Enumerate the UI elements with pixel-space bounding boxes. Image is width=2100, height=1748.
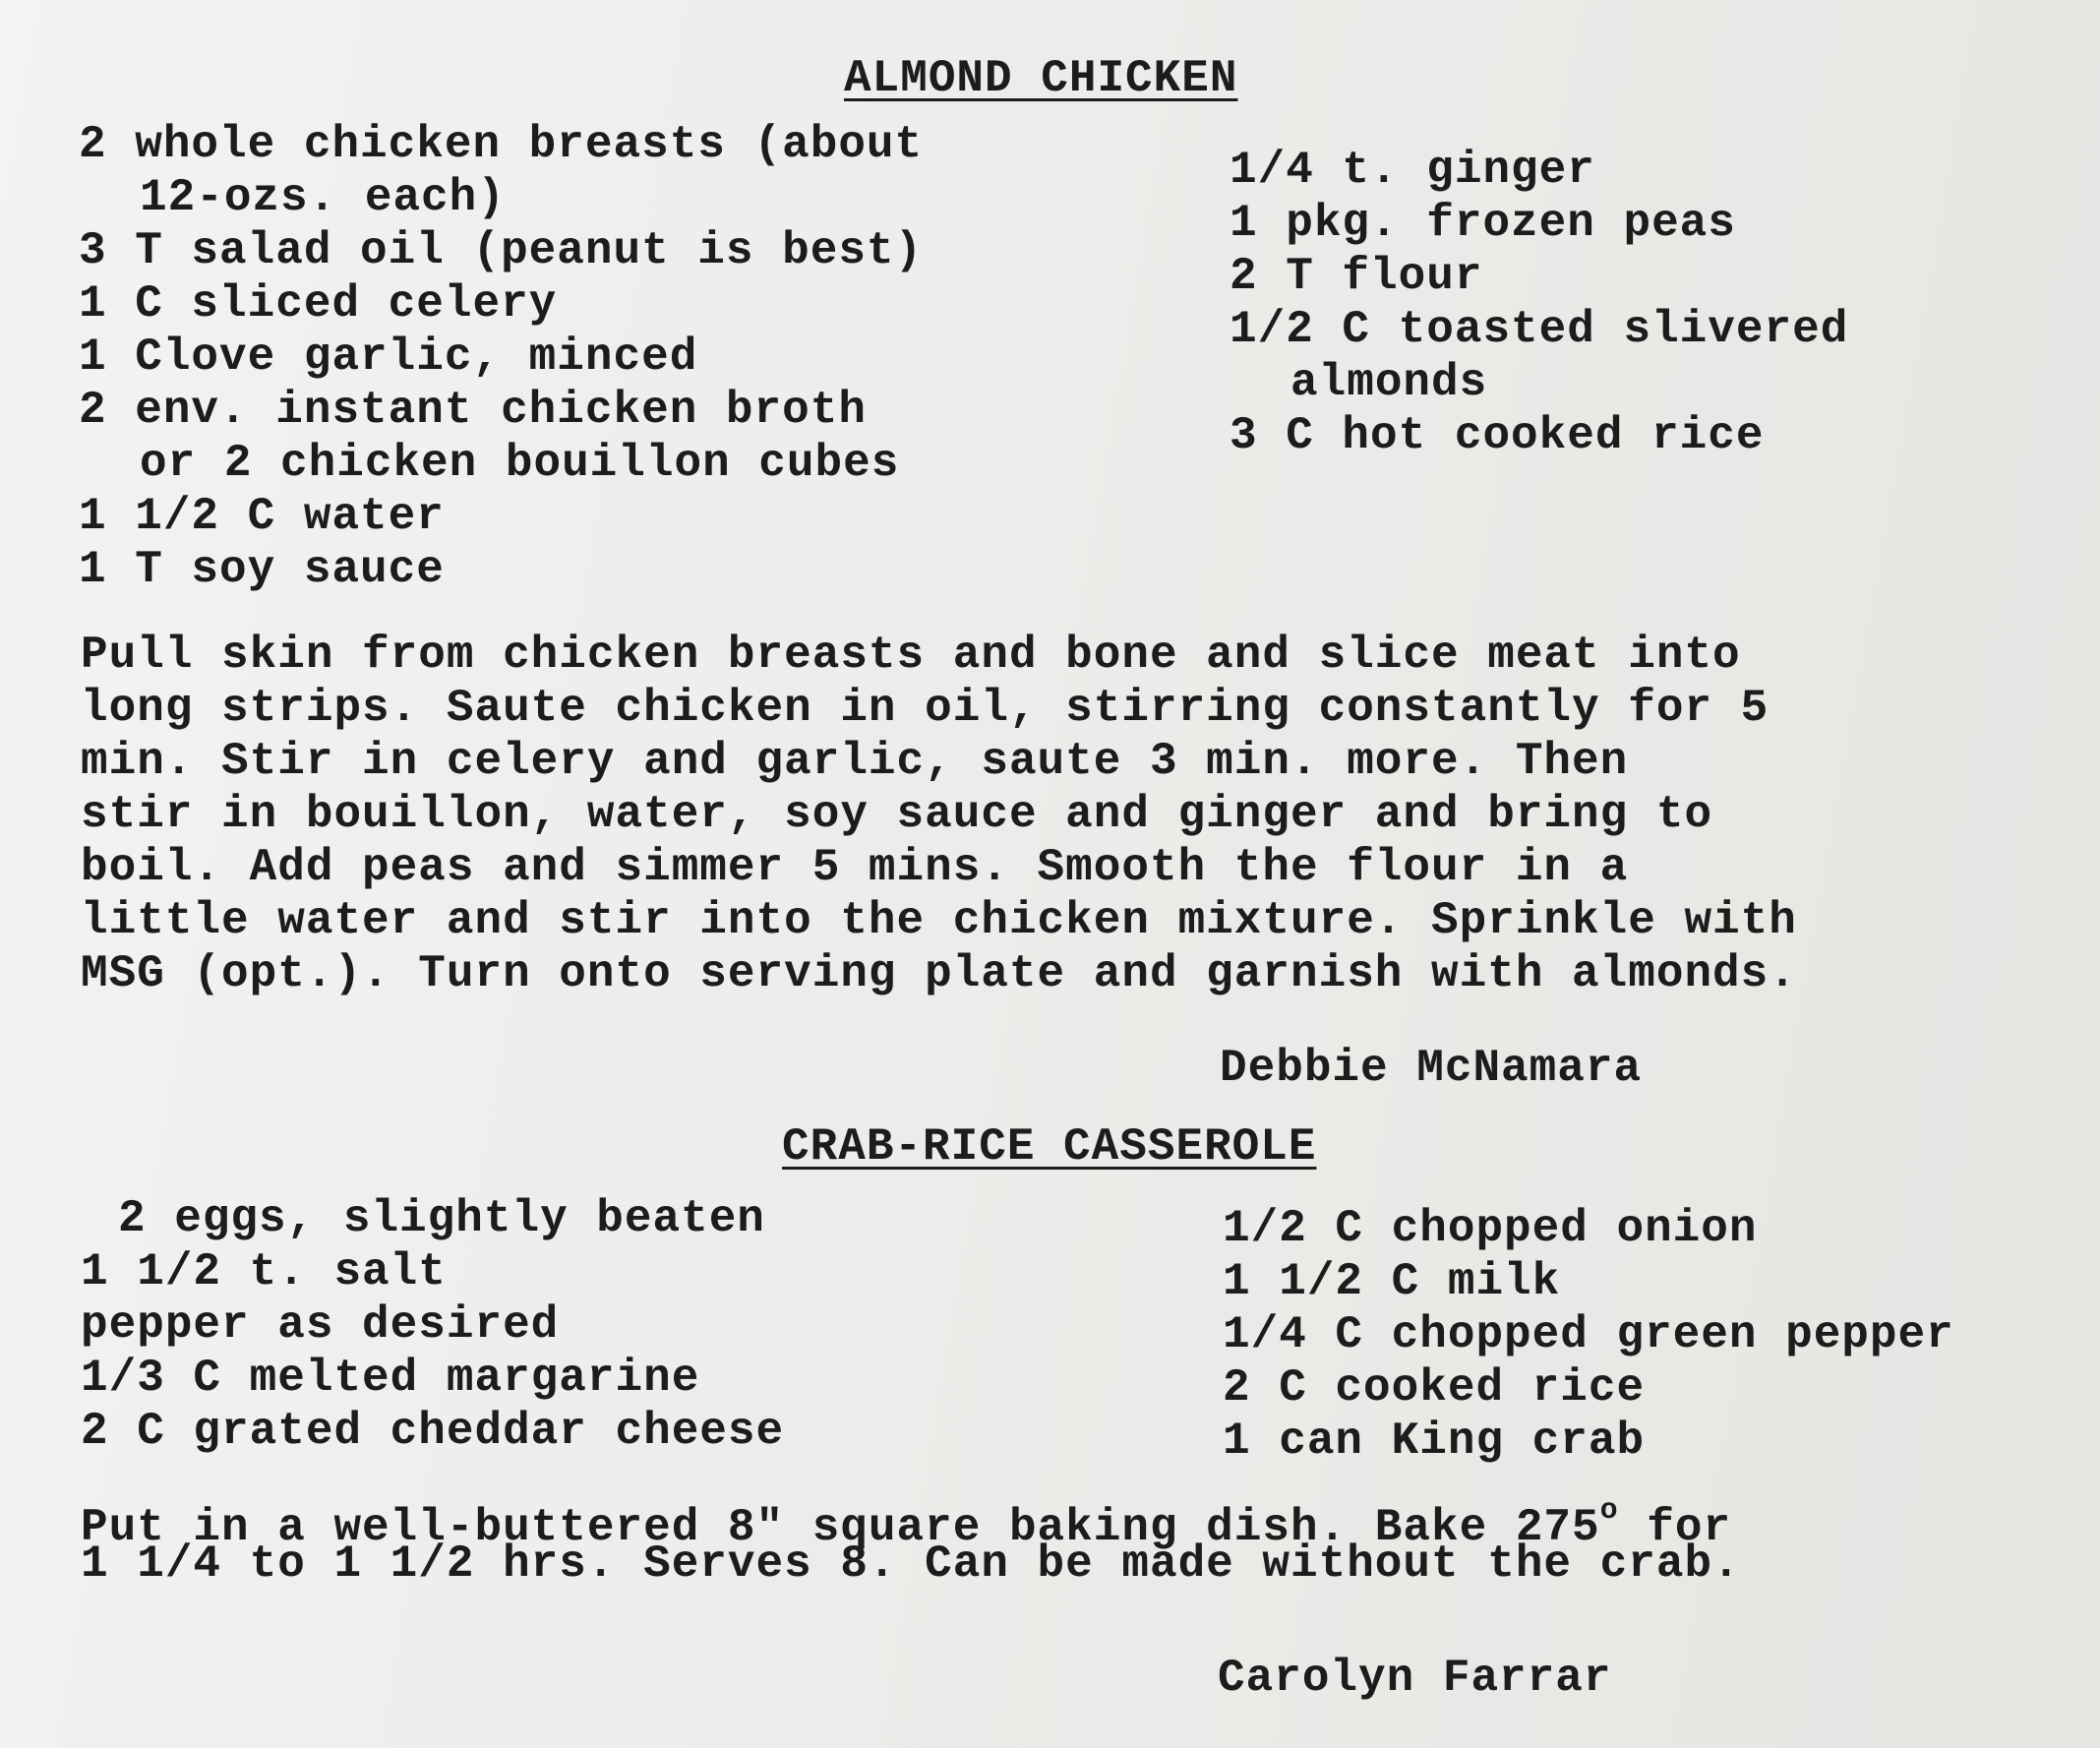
ingredient-line: 1 can King crab bbox=[1223, 1416, 1646, 1467]
instruction-line: MSG (opt.). Turn onto serving plate and garnish with almonds. bbox=[81, 948, 1797, 999]
ingredient-line: 2 C grated cheddar cheese bbox=[81, 1406, 785, 1457]
ingredients-left-almond-chicken bbox=[79, 118, 923, 596]
ingredients-right-crab-rice bbox=[1223, 1202, 1954, 1468]
instruction-line: stir in bouillon, water, soy sauce and ginger and bring to bbox=[81, 789, 1713, 840]
ingredient-line: 1/3 C melted margarine bbox=[81, 1353, 700, 1404]
ingredient-line: 12-ozs. each) bbox=[140, 172, 506, 223]
instruction-line: little water and stir into the chicken mixture. Sprinkle with bbox=[81, 895, 1797, 946]
ingredient-line: 1/2 C chopped onion bbox=[1223, 1203, 1758, 1254]
ingredient-line: 1 T soy sauce bbox=[79, 544, 445, 595]
recipe-title-almond-chicken: ALMOND CHICKEN bbox=[844, 53, 1238, 104]
instruction-line bbox=[81, 1485, 1741, 1553]
instruction-line: boil. Add peas and simmer 5 mins. Smooth the flour in a bbox=[81, 842, 1629, 893]
ingredient-line: 2 C cooked rice bbox=[1223, 1362, 1646, 1414]
recipe-title-crab-rice-casserole: CRAB-RICE CASSEROLE bbox=[782, 1121, 1317, 1173]
ingredient-line: 1 1/2 C milk bbox=[1223, 1256, 1561, 1307]
ingredient-line: 1 pkg. frozen peas bbox=[1230, 198, 1736, 249]
ingredient-line: 1/4 t. ginger bbox=[1230, 145, 1595, 196]
author-debbie-mcnamara: Debbie McNamara bbox=[1220, 1043, 1643, 1094]
instruction-line: long strips. Saute chicken in oil, stirring constantly for 5 bbox=[81, 683, 1770, 734]
ingredients-right-almond-chicken bbox=[1230, 144, 1848, 462]
ingredient-line: 2 env. instant chicken broth bbox=[79, 385, 867, 436]
ingredient-line: 2 T flour bbox=[1230, 251, 1483, 302]
ingredient-line: 1 1/2 C water bbox=[79, 491, 445, 542]
ingredient-line: or 2 chicken bouillon cubes bbox=[140, 438, 900, 489]
ingredient-line: almonds bbox=[1290, 357, 1488, 408]
instruction-line: min. Stir in celery and garlic, saute 3 min. more. Then bbox=[81, 736, 1629, 787]
ingredient-line: 1 Clove garlic, minced bbox=[79, 332, 698, 383]
ingredient-line: 1 C sliced celery bbox=[79, 278, 558, 330]
ingredients-left-crab-rice bbox=[81, 1192, 784, 1458]
ingredient-line: 3 T salad oil (peanut is best) bbox=[79, 225, 924, 276]
instruction-line: 1 1/4 to 1 1/2 hrs. Serves 8. Can be made without the crab. bbox=[81, 1538, 1741, 1590]
ingredient-line: 3 C hot cooked rice bbox=[1230, 410, 1765, 461]
ingredient-line: 1/4 C chopped green pepper bbox=[1223, 1309, 1954, 1360]
author-carolyn-farrar: Carolyn Farrar bbox=[1218, 1653, 1612, 1704]
instruction-text: for bbox=[1618, 1502, 1732, 1553]
ingredient-line: pepper as desired bbox=[81, 1299, 560, 1351]
instruction-line: Pull skin from chicken breasts and bone and slice meat into bbox=[81, 630, 1741, 681]
ingredient-line: 2 whole chicken breasts (about bbox=[79, 119, 924, 170]
ingredient-line: 1 1/2 t. salt bbox=[81, 1246, 447, 1297]
instructions-crab-rice bbox=[81, 1485, 1741, 1592]
ingredient-line: 1/2 C toasted slivered bbox=[1230, 304, 1849, 355]
instructions-almond-chicken bbox=[81, 630, 1797, 1001]
degree-symbol: o bbox=[1599, 1494, 1619, 1528]
instruction-text: Put in a well-buttered 8" square baking dish. Bake 275 bbox=[81, 1502, 1600, 1553]
ingredient-line: 2 eggs, slightly beaten bbox=[118, 1193, 765, 1244]
